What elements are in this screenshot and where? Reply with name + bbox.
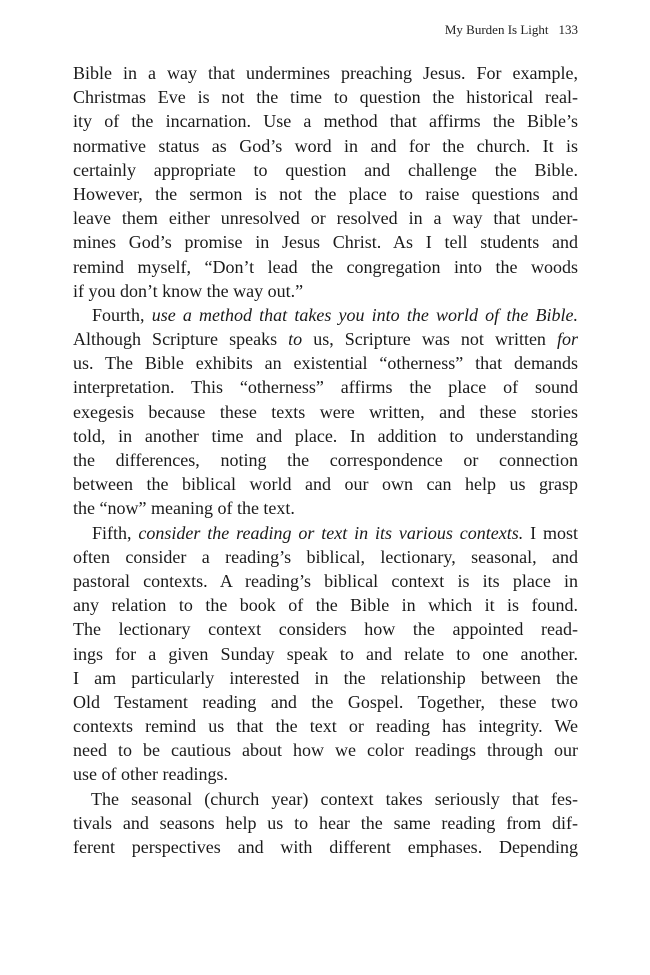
- text-line: leave them either unresolved or resolved in a way that under-: [73, 208, 578, 229]
- text-line: need to be cautious about how we color readings through our: [73, 740, 578, 761]
- text-line: Christmas Eve is not the time to question the historical real-: [73, 87, 578, 108]
- text-line: pastoral contexts. A reading’s biblical context is its place in: [73, 570, 578, 591]
- text-line: us. The Bible exhibits an existential “otherness” that demands: [73, 353, 578, 374]
- paragraph-first-line: Fourth, use a method that takes you into the world of the Bible.: [92, 304, 578, 325]
- text-line: tivals and seasons help us to hear the same reading from dif-: [73, 812, 578, 833]
- text-line: mines God’s promise in Jesus Christ. As I tell students and: [73, 232, 578, 253]
- text-line: if you don’t know the way out.”: [73, 280, 304, 301]
- text-line: Old Testament reading and the Gospel. Together, these two: [73, 691, 578, 712]
- text-line: the differences, noting the correspondence or connection: [73, 450, 578, 470]
- text-line: exegesis because these texts were written, and these stories: [73, 401, 578, 422]
- page-number: 133: [558, 22, 578, 37]
- text-line: ferent perspectives and with different emphases. Depending: [73, 837, 578, 857]
- text-line: remind myself, “Don’t lead the congregation into the woods: [73, 256, 578, 277]
- text-line: interpretation. This “otherness” affirms the place of sound: [73, 377, 578, 398]
- text-line: contexts remind us that the text or reading has integrity. We: [73, 716, 578, 737]
- running-title: My Burden Is Light: [444, 22, 549, 37]
- text-line: However, the sermon is not the place to raise questions and: [73, 183, 578, 204]
- text-line: ity of the incarnation. Use a method that affirms the Bible’s: [73, 111, 578, 132]
- text-line: often consider a reading’s biblical, lectionary, seasonal, and: [73, 546, 578, 567]
- text-line: certainly appropriate to question and challenge the Bible.: [73, 159, 578, 180]
- text-line: I am particularly interested in the relationship between the: [73, 667, 578, 688]
- paragraph-first-line: The seasonal (church year) context takes seriously that fes-: [91, 788, 578, 809]
- text-line: between the biblical world and our own can help us grasp: [73, 474, 578, 495]
- text-line: Bible in a way that undermines preaching Jesus. For example,: [73, 63, 578, 83]
- text-line: the “now” meaning of the text.: [73, 498, 295, 519]
- text-line: any relation to the book of the Bible in which it is found.: [73, 595, 578, 616]
- text-line: told, in another time and place. In addition to understanding: [73, 425, 578, 446]
- text-line: The lectionary context considers how the appointed read-: [73, 619, 578, 640]
- body-text: [73, 61, 578, 859]
- text-line: normative status as God’s word in and for the church. It is: [73, 135, 578, 156]
- running-head: [445, 22, 578, 38]
- text-line: ings for a given Sunday speak to and relate to one another.: [73, 643, 578, 664]
- text-line: use of other readings.: [73, 764, 228, 785]
- text-line: Although Scripture speaks to us, Scripture was not written for: [73, 329, 579, 350]
- paragraph-first-line: Fifth, consider the reading or text in its various contexts. I most: [92, 522, 578, 543]
